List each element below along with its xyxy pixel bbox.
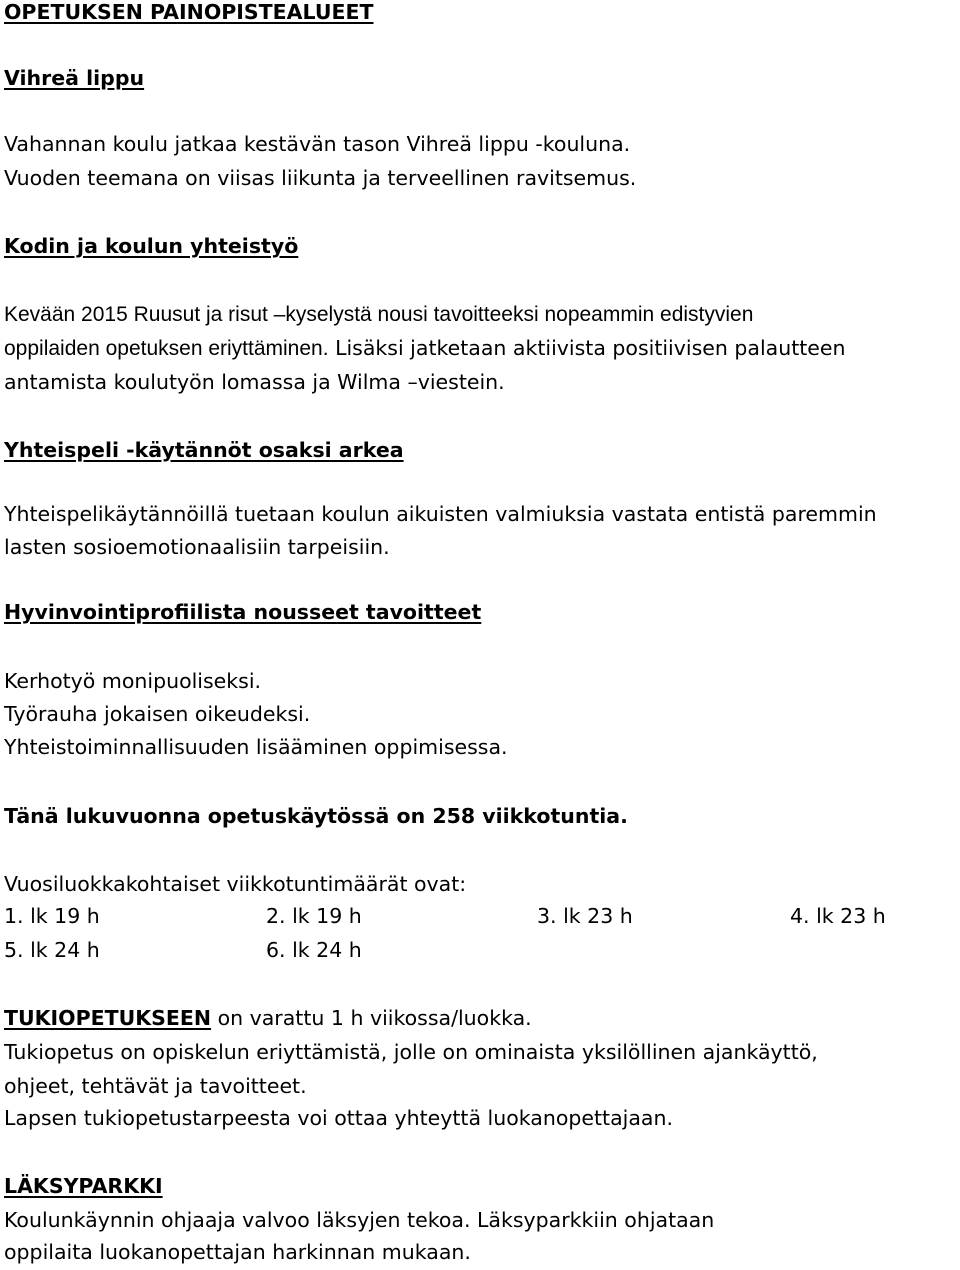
home-school-line-2 <box>4 338 846 359</box>
heading-home-school: Kodin ja koulun yhteistyö <box>4 234 299 258</box>
support-line-2: ohjeet, tehtävät ja tavoitteet. <box>4 1074 307 1098</box>
support-line-1: Tukiopetus on opiskelun eriyttämistä, jolle on ominaista yksilöllinen ajankäyttö, <box>4 1040 818 1064</box>
grade-hours-item: 2. lk 19 h <box>266 904 362 928</box>
home-school-line-2b: Lisäksi jatketaan aktiivista positiivisen palautteen <box>328 336 846 360</box>
homework-heading: LÄKSYPARKKI <box>4 1174 163 1198</box>
grade-hours-item: 3. lk 23 h <box>537 904 633 928</box>
wellbeing-line-3: Yhteistoiminnallisuuden lisääminen oppimisessa. <box>4 735 508 759</box>
support-heading-rest: on varattu 1 h viikossa/luokka. <box>211 1006 532 1030</box>
home-school-line-2a: oppilaiden opetuksen eriyttäminen. <box>4 337 329 360</box>
green-flag-line-2: Vuoden teemana on viisas liikunta ja terveellinen ravitsemus. <box>4 166 637 190</box>
homework-line-2: oppilaita luokanopettajan harkinnan mukaan. <box>4 1240 471 1264</box>
home-school-line-1: Kevään 2015 Ruusut ja risut –kyselystä nousi tavoitteeksi nopeammin edistyvien <box>4 303 754 326</box>
weekly-total: Tänä lukuvuonna opetuskäytössä on 258 viikkotuntia. <box>4 804 628 828</box>
support-heading: TUKIOPETUKSEEN <box>4 1006 212 1030</box>
green-flag-line-1: Vahannan koulu jatkaa kestävän tason Vihreä lippu -kouluna. <box>4 132 631 156</box>
grade-hours-item: 1. lk 19 h <box>4 904 100 928</box>
yhteispeli-line-2: lasten sosioemotionaalisiin tarpeisiin. <box>4 535 390 559</box>
support-line-3: Lapsen tukiopetustarpeesta voi ottaa yhteyttä luokanopettajaan. <box>4 1106 673 1130</box>
heading-wellbeing: Hyvinvointiprofiilista nousseet tavoitteet <box>4 600 482 624</box>
home-school-line-3: antamista koulutyön lomassa ja Wilma –viestein. <box>4 370 505 394</box>
wellbeing-line-2: Työrauha jokaisen oikeudeksi. <box>4 702 311 726</box>
grade-hours-heading: Vuosiluokkakohtaiset viikkotuntimäärät ovat: <box>4 872 467 896</box>
heading-yhteispeli: Yhteispeli -käytännöt osaksi arkea <box>4 438 404 462</box>
heading-green-flag: Vihreä lippu <box>4 66 145 90</box>
grade-hours-item: 6. lk 24 h <box>266 938 362 962</box>
wellbeing-line-1: Kerhotyö monipuoliseksi. <box>4 669 262 693</box>
grade-hours-item: 5. lk 24 h <box>4 938 100 962</box>
homework-line-1: Koulunkäynnin ohjaaja valvoo läksyjen tekoa. Läksyparkkiin ohjataan <box>4 1208 715 1232</box>
yhteispeli-line-1: Yhteispelikäytännöillä tuetaan koulun aikuisten valmiuksia vastata entistä paremmin <box>4 502 877 526</box>
support-heading-line <box>4 1008 532 1029</box>
grade-hours-item: 4. lk 23 h <box>790 904 886 928</box>
page-title: OPETUKSEN PAINOPISTEALUEET <box>4 0 374 24</box>
